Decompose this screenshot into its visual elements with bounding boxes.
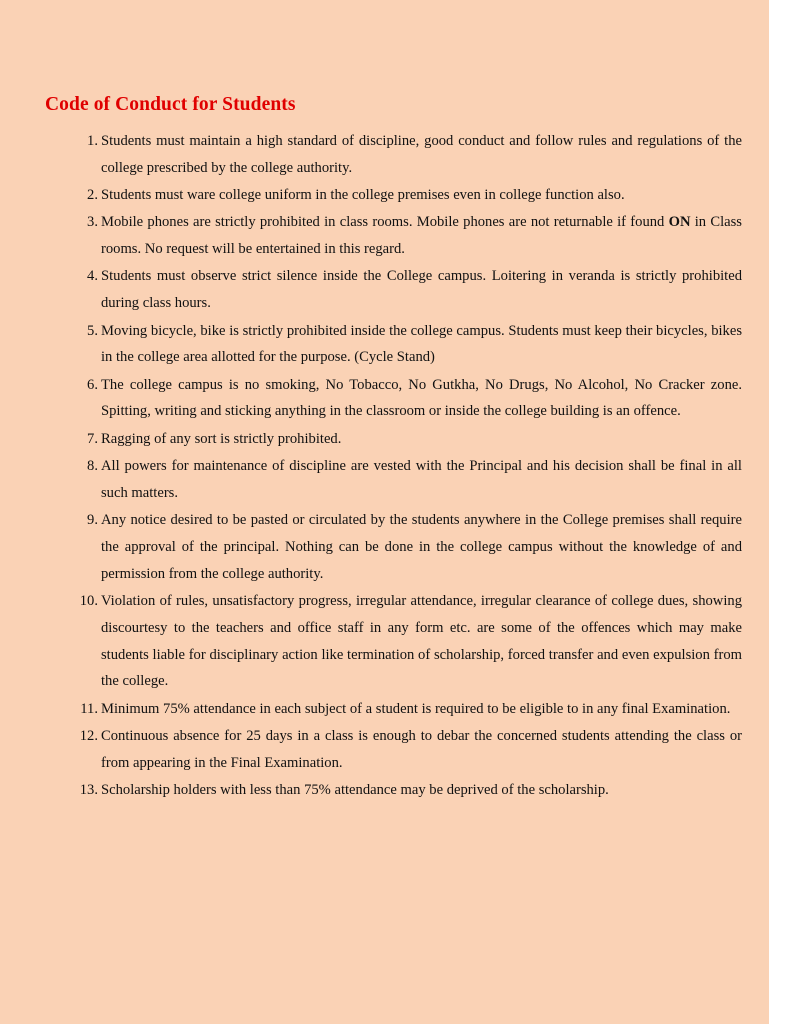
rule-number: 2. [87,187,98,204]
rule-item-3 [70,209,742,263]
rule-number: 5. [87,322,98,339]
rule-item-5 [70,318,742,372]
rule-text: The college campus is no smoking, No Tobacco, No Gutkha, No Drugs, No Alcohol, No Cracker zone. Spitting, writing and sticking anything in the classroom or inside the college building is an offence. [101,376,742,420]
rule-number: 7. [87,430,98,447]
rule-text: Moving bicycle, bike is strictly prohibited inside the college campus. Students must keep their bicycles, bikes in the college area allotted for the purpose. (Cycle Stand) [101,322,742,366]
rule-number: 3. [87,214,98,231]
rule-text: Students must observe strict silence inside the College campus. Loitering in veranda is strictly prohibited during class hours. [101,268,742,312]
rule-number: 1. [87,133,98,149]
rule-item-11 [70,696,742,723]
rule-text: Any notice desired to be pasted or circulated by the students anywhere in the College premises shall require the approval of the principal. Nothing can be done in the college campus without the knowledge of and permission from the college authority. [101,512,742,582]
rule-number: 8. [87,458,98,475]
rule-text: Students must maintain a high standard of discipline, good conduct and follow rules and regulations of the college prescribed by the college authority. [101,133,742,176]
rule-item-1 [70,128,742,182]
rule-number: 12. [79,728,98,745]
rule-item-8 [70,453,742,507]
rule-number: 13. [79,782,98,799]
rule-text: Violation of rules, unsatisfactory progress, irregular attendance, irregular clearance of college dues, showing discourtesy to the teachers and office staff in any form etc. are some of the offences which may make students liable for disciplinary action like termination of scholarship, forced transfer and even expulsion from the college. [101,593,742,690]
rule-text: Minimum 75% attendance in each subject of a student is required to be eligible to in any final Examination. [101,700,731,717]
rule-text-bold: ON [668,214,691,231]
rule-item-7 [70,426,742,453]
rule-item-12 [70,723,742,777]
rules-list [70,128,742,804]
rule-item-9 [70,507,742,587]
rule-text: Students must ware college uniform in the college premises even in college function also. [101,187,625,204]
page-title: Code of Conduct for Students [45,94,296,115]
rule-number: 10. [79,593,98,610]
rule-text-part: Mobile phones are strictly prohibited in class rooms. Mobile phones are not returnable if found [101,214,669,231]
rule-item-4 [70,263,742,317]
rule-number: 4. [87,268,98,285]
rule-item-10 [70,588,742,695]
rule-item-6 [70,372,742,426]
rule-text: Continuous absence for 25 days in a class is enough to debar the concerned students attending the class or from appearing in the Final Examination. [101,728,742,771]
rule-number: 6. [87,376,98,393]
rule-item-13 [70,777,742,804]
rule-text: All powers for maintenance of discipline are vested with the Principal and his decision shall be final in all such matters. [101,458,742,501]
rule-text: Scholarship holders with less than 75% attendance may be deprived of the scholarship. [101,782,609,799]
rule-item-2 [70,182,742,209]
rule-text: Ragging of any sort is strictly prohibited. [101,430,342,447]
rule-text [101,214,742,257]
rule-text-part: in Class rooms. No request will be entertained in this regard. [101,214,742,258]
rule-number: 9. [87,512,98,529]
rule-number: 11. [80,700,98,717]
